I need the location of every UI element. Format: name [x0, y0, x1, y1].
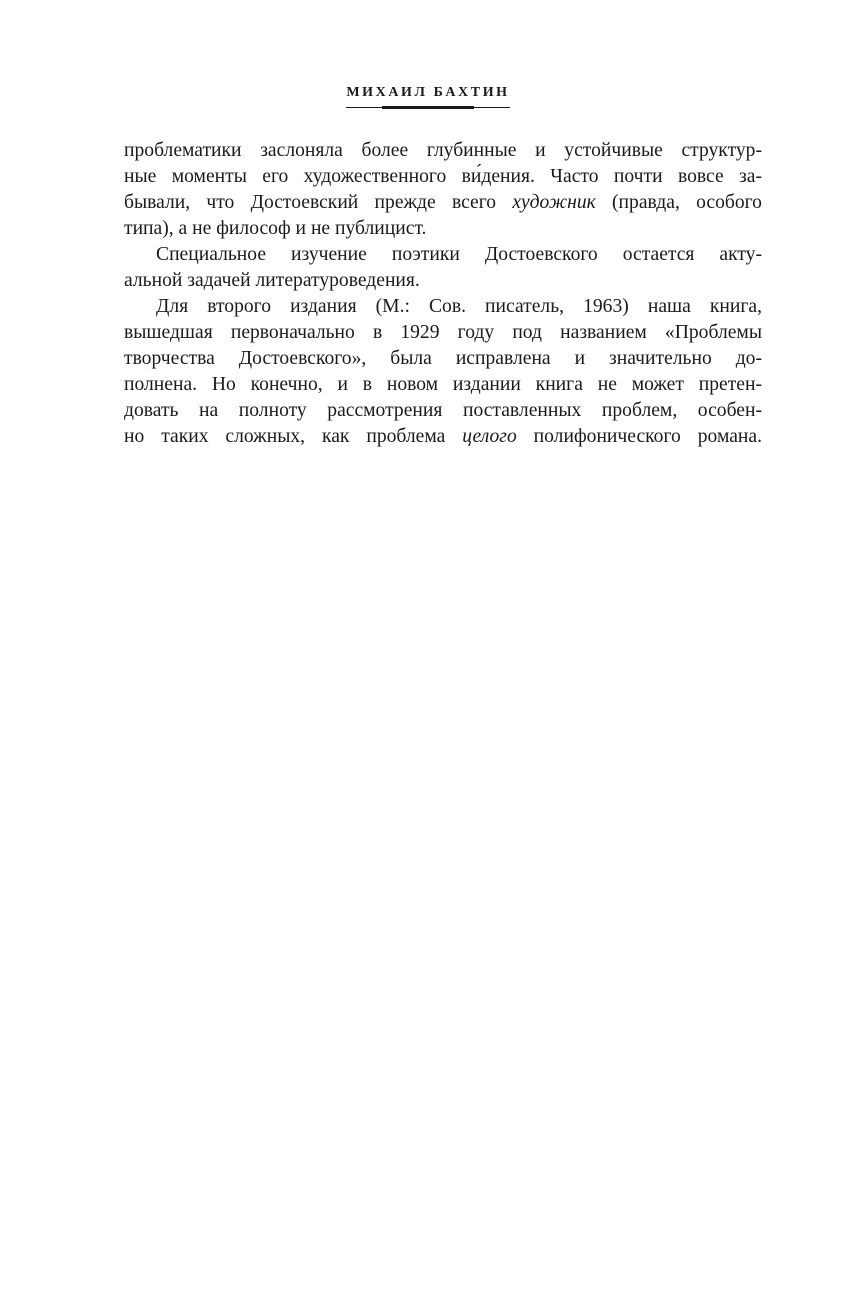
text-line: довать на полноту рассмотрения поставленных проблем, особен- — [124, 400, 762, 421]
text-line: творчества Достоевского», была исправлена и значительно до- — [124, 348, 762, 369]
text-line — [124, 190, 762, 216]
italic-emphasis: художник — [512, 192, 596, 213]
text-line: вышедшая первоначально в 1929 году под названием «Проблемы — [124, 322, 762, 343]
italic-emphasis: целого — [462, 426, 517, 447]
text-line: типа), а не философ и не публицист. — [124, 218, 427, 239]
text-line — [124, 424, 762, 450]
body-text — [124, 138, 762, 450]
text-line: проблематики заслоняла более глубинные и устойчивые структур- — [124, 140, 762, 161]
text-line: полнена. Но конечно, и в новом издании книга не может претен- — [124, 374, 762, 395]
text-line: Для второго издания (М.: Сов. писатель, 1963) наша книга, — [156, 296, 762, 317]
text-span: полифонического романа. — [516, 426, 762, 447]
running-head-title: МИХАИЛ БАХТИН — [346, 85, 510, 100]
running-head — [0, 84, 856, 108]
running-head-rule — [346, 107, 510, 108]
text-span: (правда, особого — [595, 192, 762, 213]
text-span: бывали, что Достоевский прежде всего — [124, 192, 513, 213]
text-line: ные моменты его художественного ви́дения. Часто почти вовсе за- — [124, 166, 762, 187]
text-line: альной задачей литературоведения. — [124, 270, 420, 291]
text-line: Специальное изучение поэтики Достоевского остается акту- — [156, 244, 762, 265]
text-span: но таких сложных, как проблема — [124, 426, 463, 447]
